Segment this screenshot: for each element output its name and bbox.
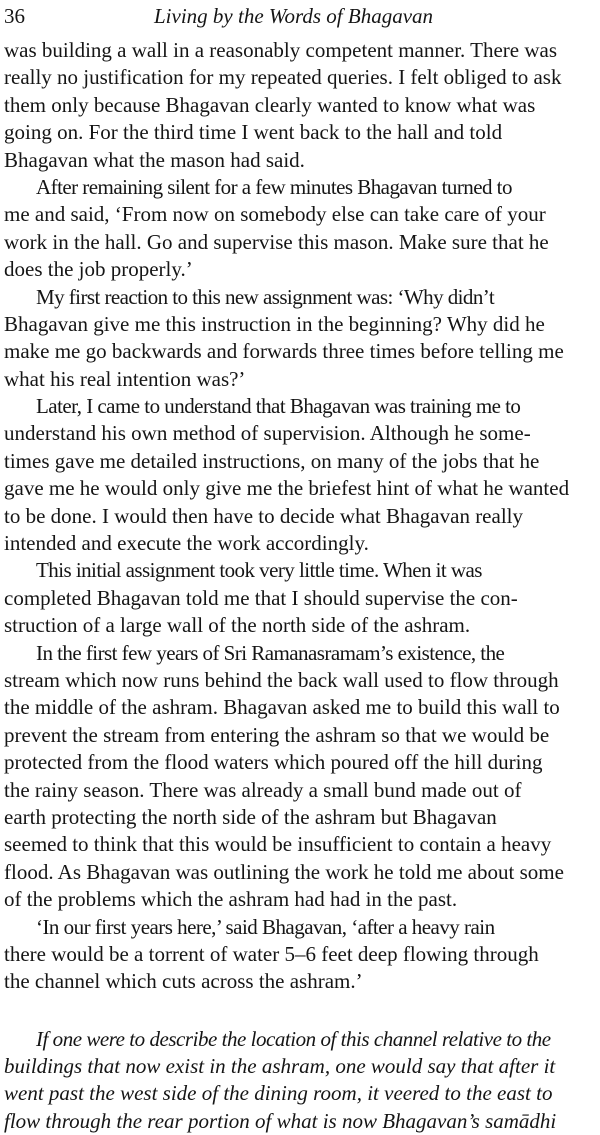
italic-note-line: went past the west side of the dining room, it veered to the east to (4, 1081, 553, 1106)
body-line: to be done. I would then have to decide what Bhagavan really (4, 503, 523, 528)
italic-note-line: If one were to describe the location of this channel relative to the (36, 1026, 551, 1051)
body-line: struction of a large wall of the north side of the ashram. (4, 613, 471, 638)
book-running-title: Living by the Words of Bhagavan (154, 4, 434, 28)
body-line: intended and execute the work accordingly. (4, 531, 369, 556)
body-line: the channel which cuts across the ashram.’ (4, 969, 363, 994)
body-line: what his real intention was?’ (4, 366, 246, 391)
italic-note-line: buildings that now exist in the ashram, one would say that after it (4, 1054, 556, 1079)
body-line: In the first few years of Sri Ramanasramam’s existence, the (36, 640, 505, 665)
body-line: them only because Bhagavan clearly wanted to know what was (4, 92, 536, 117)
body-line: there would be a torrent of water 5–6 feet deep flowing through (4, 941, 539, 966)
italic-editorial-note (4, 1026, 596, 1135)
body-line: seemed to think that this would be insufficient to contain a heavy (4, 832, 552, 857)
italic-note-line: flow through the rear portion of what is now Bhagavan’s samādhi (4, 1108, 557, 1133)
body-line: Bhagavan give me this instruction in the beginning? Why did he (4, 311, 545, 336)
running-head (4, 2, 596, 30)
body-line: My first reaction to this new assignment was: ‘Why didn’t (36, 284, 495, 309)
body-line: was building a wall in a reasonably competent manner. There was (4, 38, 558, 62)
body-line: protected from the flood waters which poured off the hill during (4, 750, 543, 775)
body-line: going on. For the third time I went back to the hall and told (4, 120, 503, 145)
body-line: work in the hall. Go and supervise this mason. Make sure that he (4, 229, 549, 254)
body-line: the rainy season. There was already a small bund made out of (4, 777, 522, 802)
body-line: does the job properly.’ (4, 257, 193, 282)
body-line: earth protecting the north side of the ashram but Bhagavan (4, 804, 497, 829)
body-line: the middle of the ashram. Bhagavan asked me to build this wall to (4, 695, 560, 720)
body-line: This initial assignment took very little time. When it was (36, 558, 482, 583)
body-line: stream which now runs behind the back wall used to flow through (4, 667, 559, 692)
body-line: prevent the stream from entering the ashram so that we would be (4, 722, 550, 747)
body-line: Bhagavan what the mason had said. (4, 147, 305, 172)
body-line: times gave me detailed instructions, on many of the jobs that he (4, 448, 540, 473)
section-spacer (4, 996, 596, 1026)
body-line: understand his own method of supervision. Although he some- (4, 421, 531, 446)
body-line: After remaining silent for a few minutes Bhagavan turned to (36, 174, 512, 199)
body-line: really no justification for my repeated queries. I felt obliged to ask (4, 65, 562, 90)
body-line: gave me he would only give me the briefest hint of what he wanted (4, 476, 570, 501)
body-line: ‘In our first years here,’ said Bhagavan, ‘after a heavy rain (36, 914, 495, 939)
body-line: of the problems which the ashram had had in the past. (4, 887, 458, 912)
body-line: make me go backwards and forwards three times before telling me (4, 339, 564, 364)
body-line: completed Bhagavan told me that I should supervise the con- (4, 585, 518, 610)
body-line: flood. As Bhagavan was outlining the work he told me about some (4, 859, 564, 884)
page-text (4, 37, 596, 1133)
body-text (4, 37, 596, 996)
body-line: me and said, ‘From now on somebody else can take care of your (4, 202, 546, 227)
body-line: Later, I came to understand that Bhagavan was training me to (36, 394, 521, 419)
page-number: 36 (4, 4, 25, 28)
